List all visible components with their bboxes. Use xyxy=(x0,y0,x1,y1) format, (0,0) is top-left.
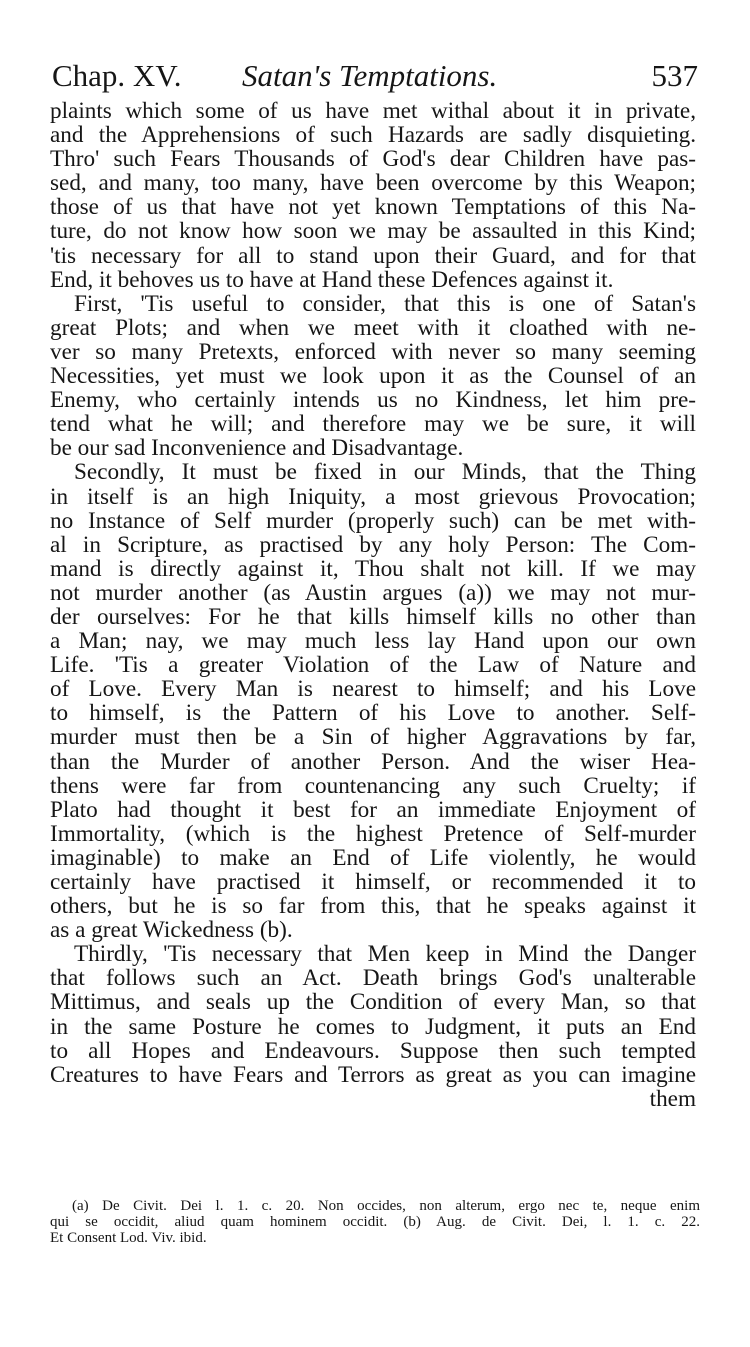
text-line: and the Apprehensions of such Hazards are sadly disquieting. xyxy=(50,122,696,149)
footnote-line: Et Consent Lod. Viv. ibid. xyxy=(50,1230,207,1246)
chapter-label: Chap. XV. xyxy=(52,58,182,93)
text-line: as a great Wickedness (b). xyxy=(50,917,293,944)
running-header xyxy=(52,56,698,96)
text-line: Creatures to have Fears and Terrors as great as you can imagine xyxy=(50,1061,696,1088)
text-line: certainly have practised it himself, or recommended it to xyxy=(50,869,696,895)
text-line: ture, do not know how soon we may be assaulted in this Kind; xyxy=(50,218,696,245)
text-line: to himself, is the Pattern of his Love to another. Self- xyxy=(50,700,696,727)
text-line: a Man; nay, we may much less lay Hand upon our own xyxy=(50,628,696,655)
text-line: murder must then be a Sin of higher Aggravations by far, xyxy=(50,724,696,751)
text-line: be our sad Inconvenience and Disadvantage. xyxy=(50,435,464,462)
text-line: sed, and many, too many, have been overcome by this Weapon; xyxy=(50,170,696,197)
text-line: than the Murder of another Person. And the wiser Hea- xyxy=(50,748,696,775)
text-line: not murder another (as Austin argues (a)) we may not mur- xyxy=(50,579,696,606)
text-line: Immortality, (which is the highest Pretence of Self-murder xyxy=(50,820,696,847)
text-line: mand is directly against it, Thou shalt not kill. If we may xyxy=(50,555,696,582)
text-line: those of us that have not yet known Temptations of this Na- xyxy=(50,194,696,221)
text-line: Life. 'Tis a greater Violation of the Law of Nature and xyxy=(50,652,696,679)
page-number: 537 xyxy=(651,58,698,93)
text-line: that follows such an Act. Death brings God's unalterable xyxy=(50,965,696,992)
running-title: Satan's Temptations. xyxy=(242,58,498,93)
text-line: imaginable) to make an End of Life violently, he would xyxy=(50,844,696,871)
text-line: no Instance of Self murder (properly such) can be met with- xyxy=(50,507,696,534)
text-line: Plato had thought it best for an immediate Enjoyment of xyxy=(50,796,696,823)
text-line: der ourselves: For he that kills himself kills no other than xyxy=(50,603,696,630)
footnote-line: qui se occidit, aliud quam hominem occidit. (b) Aug. de Civit. Dei, l. 1. c. 22. xyxy=(50,1214,700,1230)
text-line: thens were far from countenancing any such Cruelty; if xyxy=(50,772,696,799)
text-line: Mittimus, and seals up the Condition of every Man, so that xyxy=(50,989,696,1016)
text-line: of Love. Every Man is nearest to himself; and his Love xyxy=(50,676,696,703)
footnotes xyxy=(50,1198,700,1246)
text-line: Thro' such Fears Thousands of God's dear Children have pas- xyxy=(50,146,696,173)
text-line: Secondly, It must be fixed in our Minds, that the Thing xyxy=(74,459,696,486)
text-line: al in Scripture, as practised by any holy Person: The Com- xyxy=(50,531,696,558)
text-line: First, 'Tis useful to consider, that this is one of Satan's xyxy=(74,290,696,317)
body-text xyxy=(50,99,696,1111)
text-line: Enemy, who certainly intends us no Kindness, let him pre- xyxy=(50,387,696,414)
text-line: ver so many Pretexts, enforced with never so many seeming xyxy=(50,338,696,365)
text-line: End, it behoves us to have at Hand these Defences against it. xyxy=(50,266,614,293)
text-line: 'tis necessary for all to stand upon their Guard, and for that xyxy=(50,242,696,269)
text-line: others, but he is so far from this, that he speaks against it xyxy=(50,893,696,920)
text-line: in itself is an high Iniquity, a most grievous Provocation; xyxy=(50,483,696,510)
text-line: great Plots; and when we meet with it cloathed with ne- xyxy=(50,314,696,341)
text-line: them xyxy=(649,1085,696,1112)
text-line: to all Hopes and Endeavours. Suppose then such tempted xyxy=(50,1037,696,1064)
text-line: in the same Posture he comes to Judgment, it puts an End xyxy=(50,1013,696,1040)
text-line: tend what he will; and therefore may we be sure, it will xyxy=(50,411,696,438)
text-line: Necessities, yet must we look upon it as the Counsel of an xyxy=(50,363,696,390)
footnote-line: (a) De Civit. Dei l. 1. c. 20. Non occides, non alterum, ergo nec te, neque enim xyxy=(72,1198,700,1214)
text-line: Thirdly, 'Tis necessary that Men keep in Mind the Danger xyxy=(74,941,696,968)
text-line: plaints which some of us have met withal about it in private, xyxy=(50,98,696,124)
